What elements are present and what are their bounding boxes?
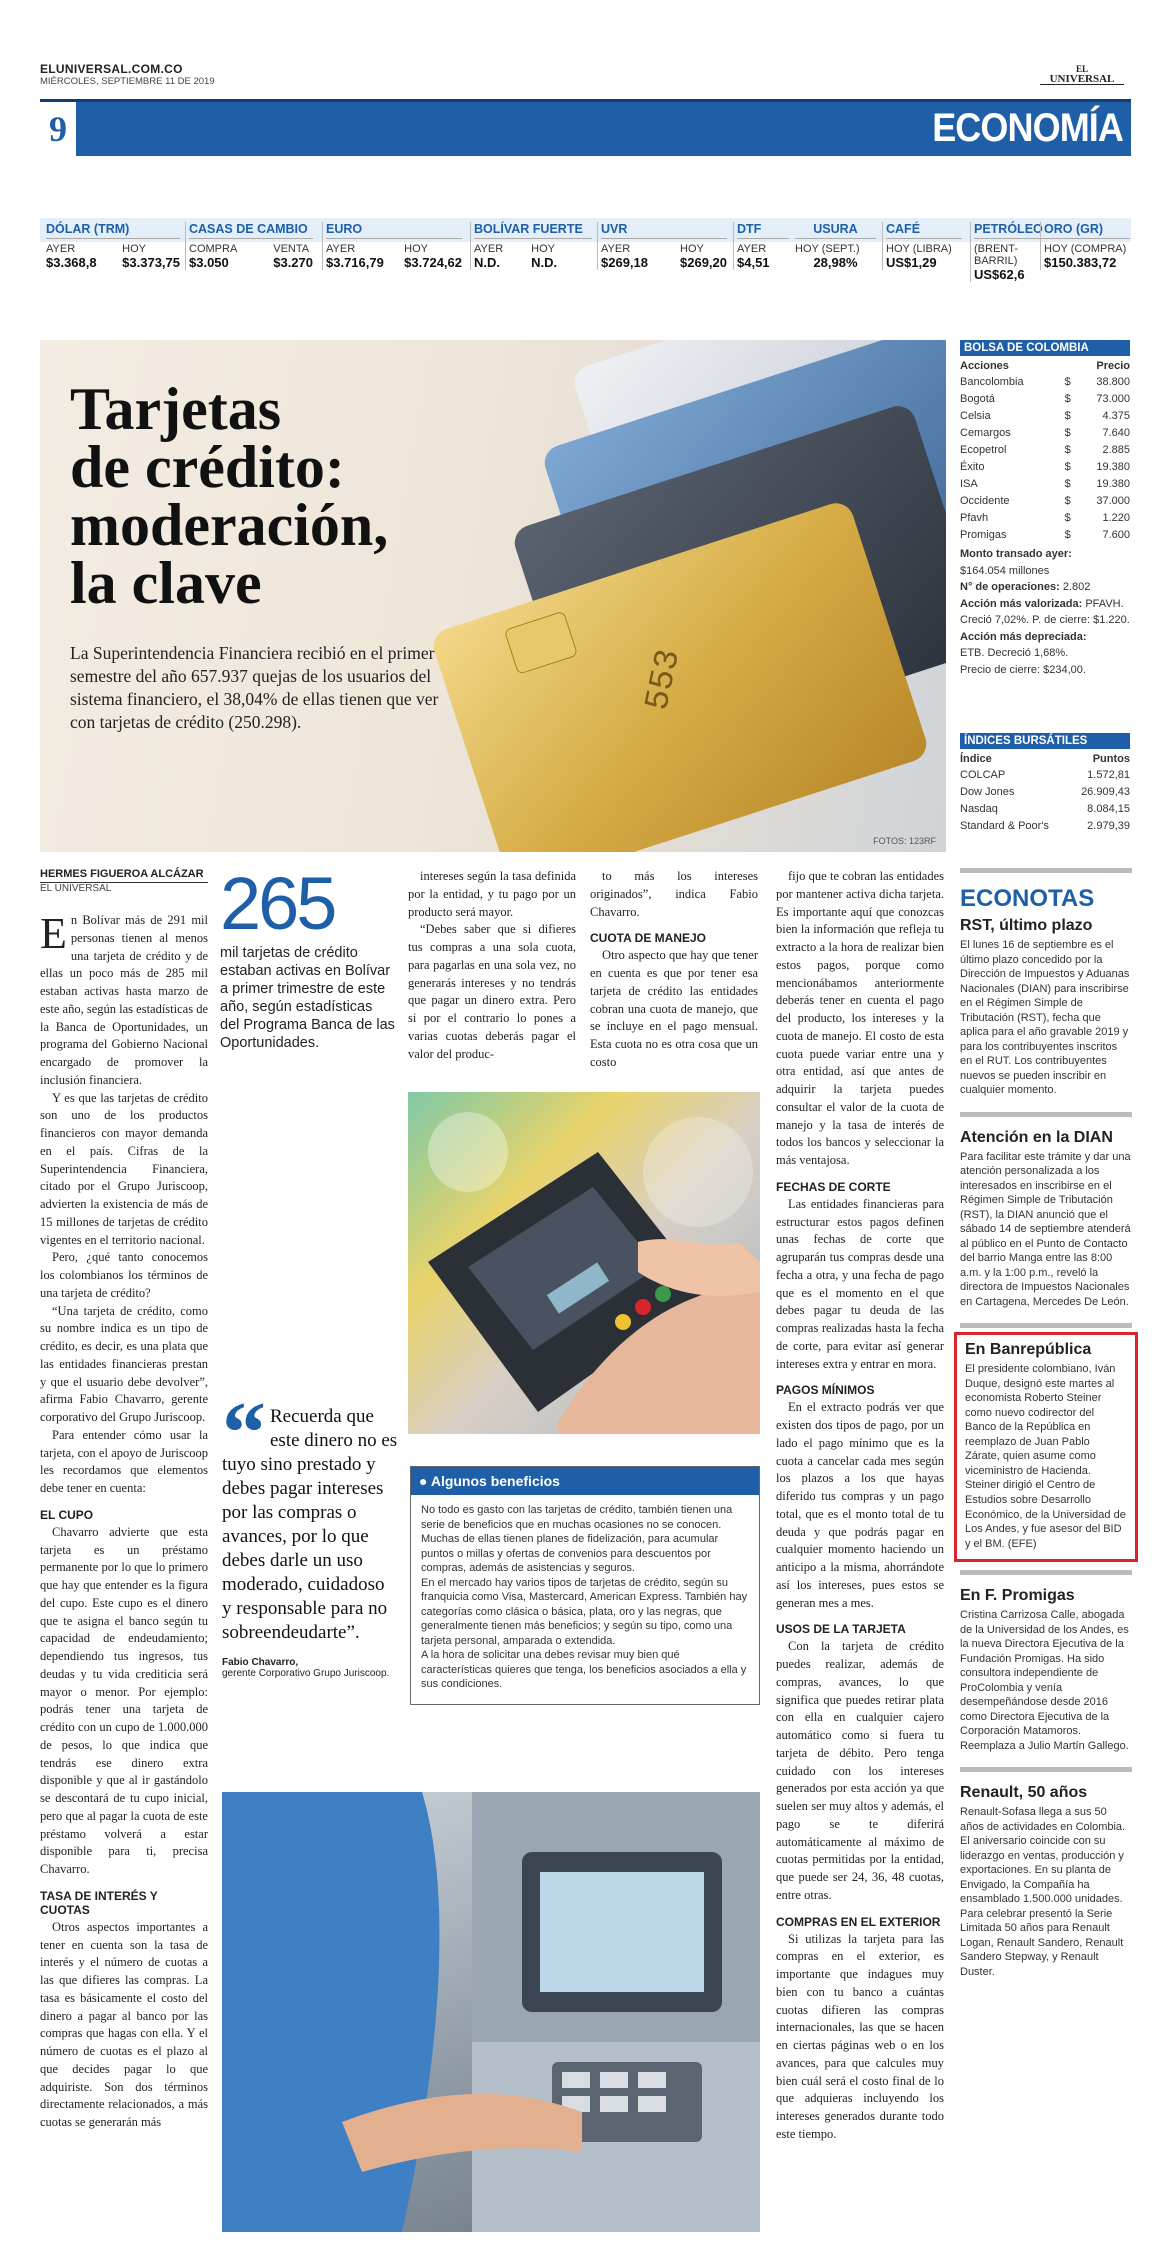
table-row: Pfavh $ 1.220 <box>960 511 1130 524</box>
table-row: Dow Jones 26.909,43 <box>960 785 1130 798</box>
market-label: AYER <box>326 243 356 255</box>
market-title: CAFÉ <box>886 222 962 239</box>
market-title: PETRÓLEO <box>974 222 1054 239</box>
market-title: DTF <box>737 222 789 239</box>
paragraph: Con la tarjeta de crédito puedes realizar, además de compras, avances, lo que significa que puedes retirar plata con ella en cualquier cajero automático como si fuera tu tarjeta de débito. Pero tenga cuidado con los intereses generados por esta acción ya que suelen ser muy altos y además, el pago se te diferirá automáticamente al máximo de cuotas permitidas por la entidad, que puede ser 24, 36, 48 cuotas, entre otras. <box>776 1639 944 1902</box>
divider <box>960 1570 1132 1575</box>
stat-number: 265 <box>220 862 335 945</box>
econota-title: Atención en la DIAN <box>960 1128 1113 1146</box>
paragraph: Para entender cómo usar la tarjeta, con el apoyo de Juriscoop les recordamos que elementos debe tener en cuenta: <box>40 1427 208 1495</box>
quote-mark-icon: “ <box>222 1385 266 1482</box>
card-number: 553 <box>639 646 690 714</box>
photo-credit: FOTOS: 123RF <box>873 836 936 846</box>
market-value: $269,20 <box>680 255 727 270</box>
byline-org: EL UNIVERSAL <box>40 883 112 894</box>
econota-title: Renault, 50 años <box>960 1784 1088 1802</box>
col-header: Precio <box>1096 360 1130 372</box>
market-label: AYER <box>601 243 631 255</box>
market-euro <box>322 222 462 270</box>
hero-image <box>40 340 946 852</box>
econota-title: En F. Promigas <box>960 1587 1075 1605</box>
market-value: $3.050 <box>189 255 229 270</box>
paragraph: En el extracto podrás ver que existen dos tipos de pago, por un lado el pago mínimo que es la cuota a cancelar cada mes según los plazos a los que hayas diferido tus compras y un pago total, que es el monto total de tu deuda y que podrás pagar en cualquier momento haciendo un anticipo a la misma, ahorrándote así los intereses, pues estos se generan mes a mes. <box>776 1400 944 1610</box>
market-label: AYER <box>474 243 504 255</box>
subheading: PAGOS MÍNIMOS <box>776 1383 875 1398</box>
market-value: N.D. <box>474 255 500 270</box>
market-dollar <box>46 222 180 270</box>
market-exchange-houses <box>185 222 313 270</box>
econota-rst <box>960 917 1132 1098</box>
table-row: ISA $ 19.380 <box>960 477 1130 490</box>
market-gold <box>1040 222 1130 270</box>
market-label: AYER <box>46 243 76 255</box>
section-bar <box>40 99 1131 156</box>
paragraph: Chavarro advierte que esta tarjeta es un préstamo permanente por lo que lo primero que hay que entender es la figura del cupo. Este cupo es el dinero que te asigna el banco según tu capacidad de endeudamiento; dependiendo tus ingresos, tus deudas y tu vida crediticia será mayor o menor. Por ejemplo: podrás tener una tarjeta de crédito con un cupo de 1.000.000 de pesos, lo que indica que tendrás ese dinero extra disponible y que al ir gastándolo se descontará de tu cupo inicial, pero que al pagar la cuota de este préstamo volverá a estar disponible para ti, precisa Chavarro. <box>40 1524 208 1876</box>
table-row: Ecopetrol $ 2.885 <box>960 443 1130 456</box>
market-title: CASAS DE CAMBIO <box>189 222 313 239</box>
market-label: (BRENT-BARRIL) <box>974 243 1018 267</box>
bolsa-summary: Monto transado ayer: $164.054 millones N° de operaciones: 2.802 Acción más valorizada: PFAVH. Creció 7,02%. P. de cierre: $1.220. Acción más depreciada: ETB. Decreció 1,68%. Precio de cierre: $234,00. <box>960 548 1130 676</box>
hero-lead: La Superintendencia Financiera recibió en el primer semestre del año 657.937 quejas de los usuarios del sistema financiero, el 38,04% de ellas tienen que ver con tarjetas de crédito (250.298). <box>70 643 439 732</box>
market-label: HOY <box>404 243 428 255</box>
stat-block <box>220 862 395 1052</box>
market-title: BOLÍVAR FUERTE <box>474 222 592 239</box>
market-usura <box>792 222 876 270</box>
paragraph: Otro aspecto que hay que tener en cuenta es que por tener esa tarjeta de crédito las entidades cobran una cuota de manejo, que se incluye en el pago mensual. Esta cuota no es otra cosa que un costo <box>590 948 758 1069</box>
econota-dian <box>960 1129 1132 1310</box>
market-value: $4,51 <box>737 255 770 270</box>
benefits-box-title <box>411 1467 759 1495</box>
table-row: Promigas $ 7.600 <box>960 528 1130 541</box>
market-value: $3.368,8 <box>46 255 97 270</box>
table-header <box>960 752 1130 766</box>
publication-date: MIÉRCOLES, SEPTIEMBRE 11 DE 2019 <box>40 76 215 87</box>
market-label: HOY (SEPT.) <box>795 243 860 255</box>
pos-terminal-illustration <box>408 1092 760 1434</box>
page-number: 9 <box>40 102 76 156</box>
market-bolivar <box>470 222 592 270</box>
econota-body: Renault-Sofasa llega a sus 50 años de actividades en Colombia. El aniversario coincide con su liderazgo en ventas, producción y exportaciones. En su planta de Envigado, la Compañía ha ensamblado 1.500.000 unidades. Para celebrar presentó la Serie Limitada 50 años para Renault Logan, Renault Sandero, Renault Sandero Stepway, y Renault Duster. <box>960 1806 1126 1978</box>
benefits-paragraph: No todo es gasto con las tarjetas de crédito, también tienen una serie de beneficios que en muchas ocasiones no se conocen. Muchas de ellas tienen planes de fidelización, para acumular puntos o millas y ofertas de convenios para descuentos por compras, además de asistencias y seguros. <box>421 1504 733 1575</box>
logo-bottom: UNIVERSAL <box>1040 74 1124 85</box>
site-url[interactable]: ELUNIVERSAL.COM.CO <box>40 62 183 76</box>
market-label: COMPRA <box>189 243 238 255</box>
section-title: ECONOMÍA <box>932 106 1123 150</box>
divider <box>960 1323 1132 1328</box>
indices-panel <box>960 733 1130 834</box>
econota-body: El lunes 16 de septiembre es el último plazo concedido por la Dirección de Impuestos y Aduanas Nacionales (DIAN) para inscribirse en el Régimen Simple de Tributación (RST), fecha que aplica para el año gravable 2019 y para los contribuyentes inscritos en el RUT. Los contribuyentes nuevos se pueden inscribir en cualquier momento. <box>960 939 1130 1097</box>
econotas-title: ECONOTAS <box>960 885 1095 912</box>
headline-line: la clave <box>70 550 262 616</box>
market-title: ORO (GR) <box>1044 222 1130 239</box>
pull-quote <box>222 1385 398 1679</box>
pos-terminal-photo <box>408 1092 760 1434</box>
article-column-1 <box>40 868 208 2132</box>
bullet-icon: ● <box>419 1473 431 1489</box>
drop-cap: E <box>40 909 67 958</box>
benefits-body <box>411 1495 759 1704</box>
paragraph: intereses según la tasa definida por la entidad, y tu pago por un producto será mayor. <box>408 869 576 919</box>
econotas-column <box>960 868 1132 1979</box>
table-row: Standard & Poor's 2.979,39 <box>960 819 1130 832</box>
table-row: Cemargos $ 7.640 <box>960 426 1130 439</box>
market-label: HOY <box>680 243 704 255</box>
benefits-box <box>410 1466 760 1705</box>
paragraph: “Una tarjeta de crédito, como su nombre indica es un tipo de crédito, es decir, es una plata que las entidades financieras prestan y que el usuario debe devolver”, afirma Fabio Chavarro, gerente corporativo del Grupo Juriscoop. <box>40 1303 208 1424</box>
divider <box>960 1767 1132 1772</box>
market-value: $3.373,75 <box>122 255 180 270</box>
market-label: HOY (LIBRA) <box>886 243 952 255</box>
headline-line: de crédito: <box>70 434 345 500</box>
market-dtf <box>733 222 789 270</box>
paragraph: Si utilizas la tarjeta para las compras en el exterior, es importante que indagues muy bien con tu banco a cuántas cuotas difieren las compras internacionales, las que se hacen en ciertas páginas web o en los avances, para que calcules muy bien cuál será el costo final de lo que adquieras incluyendo los intereses generados durante todo este tiempo. <box>776 1931 944 2141</box>
hero-headline <box>70 376 490 616</box>
headline-line: Tarjetas <box>70 376 282 442</box>
paragraph: fijo que te cobran las entidades por mantener activa dicha tarjeta. Es importante aquí que conozcas bien la información que refleja tu extracto a la hora de realizar bien estos pagos, porque como mencionábamos anteriormente deberás tener en cuenta el pago del producto, los intereses y la cuota de manejo. El costo de esta cuota puede variar entre una y otra entidad, así que antes de adquirir la tarjeta puedes consultar el valor de la cuota de manejo y la tasa de interés de todos los bancos y seleccionar la más ventajosa. <box>776 869 944 1167</box>
market-value: US$62,6 <box>974 267 1025 282</box>
atm-photo <box>222 1792 760 2232</box>
market-label: VENTA <box>273 243 310 255</box>
col-header: Acciones <box>960 360 1009 372</box>
econota-banrepublica <box>954 1332 1138 1562</box>
market-value: $3.716,79 <box>326 255 384 270</box>
table-row: Bancolombia $ 38.800 <box>960 375 1130 388</box>
market-value: $3.724,62 <box>404 255 462 270</box>
market-value: US$1,29 <box>886 255 937 270</box>
market-value: $269,18 <box>601 255 648 270</box>
market-title: DÓLAR (TRM) <box>46 222 180 239</box>
article-column-3 <box>408 868 576 1063</box>
market-value: $3.270 <box>273 255 313 270</box>
article-column-4 <box>590 868 758 1072</box>
econota-promigas <box>960 1587 1132 1753</box>
bolsa-panel <box>960 340 1130 678</box>
market-label: AYER <box>737 243 767 255</box>
logo-top: EL <box>1075 64 1088 74</box>
divider <box>960 1112 1132 1117</box>
market-title: USURA <box>795 222 876 239</box>
market-title: UVR <box>601 222 727 239</box>
table-row: Celsia $ 4.375 <box>960 409 1130 422</box>
benefits-paragraph: A la hora de solicitar una debes revisar muy bien qué características quieres que tenga, los beneficios asociados a ella y sus condiciones. <box>421 1649 747 1691</box>
market-uvr <box>597 222 727 270</box>
bolsa-title: BOLSA DE COLOMBIA <box>960 340 1130 356</box>
paragraph: Las entidades financieras para estructurar estos pagos definen unas fechas de corte que agruparán tus compras desde una fecha a otra, y una fecha de pago que es el momento en el que debes pagar tu deuda de las compras realizadas hasta la fecha de corte, para evitar así generar intereses extra y entrar en mora. <box>776 1196 944 1371</box>
benefits-paragraph: En el mercado hay varios tipos de tarjetas de crédito, según su franquicia como Visa, Mastercard, American Express. También hay categorías como clásica o básica, plata, oro y las negras, que generalmente tienen más beneficios; y según su tipo, como una tarjeta personal, amparada o extendida. <box>421 1576 748 1647</box>
market-value: N.D. <box>531 255 558 270</box>
paragraph: Otros aspectos importantes a tener en cuenta son la tasa de interés y el número de cuotas a las que difieres las compras. La tasa es básicamente el costo del dinero a pagar al banco por las compras que hagas con ella. Y el número de cuotas es el plazo al que decides pagar lo que adquiriste. Son dos términos directamente relacionados, a más cuotas se generarán más <box>40 1919 208 2129</box>
subheading: EL CUPO <box>40 1507 94 1522</box>
col-header: Puntos <box>1092 753 1130 765</box>
market-label: HOY <box>122 243 146 255</box>
stat-text: mil tarjetas de crédito estaban activas en Bolívar a primer trimestre de este año, según estadísticas del Programa Banca de las Oportunidades. <box>220 945 395 1051</box>
market-label: HOY <box>531 243 555 255</box>
quote-text: Recuerda que este dinero no es tuyo sino prestado y debes pagar intereses por las compras o avances, por lo que debes darle un uso moderado, cuidadoso y responsable para no sobreendeudarte”. <box>222 1406 398 1643</box>
table-header <box>960 359 1130 373</box>
econota-title: RST, último plazo <box>960 917 1093 934</box>
econota-body: Cristina Carrizosa Calle, abogada de la Universidad de los Andes, es la nueva Directora Ejecutiva de la Fundación Promigas. Ha sido consultora independiente de ProColombia y venía desempeñándose desde 2016 como Directora Ejecutiva de la Corporación Matamoros. Reemplaza a Julio Martín Gallego. <box>960 1609 1129 1752</box>
table-row: COLCAP 1.572,81 <box>960 768 1130 781</box>
market-value: $150.383,72 <box>1044 255 1117 270</box>
headline-line: moderación, <box>70 492 389 558</box>
subheading: COMPRAS EN EL EXTERIOR <box>776 1914 941 1929</box>
card-stack <box>429 340 946 852</box>
benefits-title-text: Algunos beneficios <box>430 1473 560 1489</box>
table-row: Nasdaq 8.084,15 <box>960 802 1130 815</box>
subheading: USOS DE LA TARJETA <box>776 1622 906 1637</box>
market-strip <box>40 218 1131 282</box>
market-coffee <box>882 222 962 270</box>
econota-body: Para facilitar este trámite y dar una atención personalizada a los interesados en inscribirse en el Régimen Simple de Tributación (RST), la DIAN anunció que el sábado 14 de septiembre atenderá al público en el Punto de Contacto del barrio Manga entre las 8:00 a.m. y la 1:00 p.m., reveló la directora de Impuestos Nacionales en Cartagena, Mercedes De León. <box>960 1150 1131 1308</box>
indices-table <box>960 752 1130 834</box>
article-body-1 <box>40 909 209 2132</box>
econota-body: El presidente colombiano, Iván Duque, designó este martes al economista Roberto Steiner como nuevo codirector del Banco de la República en reemplazo de Juan Pablo Zárate, quien asume como viceministro de Hacienda. Steiner dirigió el Centro de Estudios sobre Desarrollo Económico, de la Universidad de Los Andes, y fue asesor del BID y el BM. (EFE) <box>965 1363 1126 1550</box>
market-label: HOY (COMPRA) <box>1044 243 1127 255</box>
paragraph: Y es que las tarjetas de crédito son uno de los productos financieros con mayor demanda en el país. Cifras de la Superintendencia Financiera, citado por el Grupo Juriscoop, advierten la existencia de más de 15 millones de tarjetas de crédito vigentes en el territorio nacional. <box>40 1090 208 1247</box>
col-header: Índice <box>960 753 992 765</box>
subheading: TASA DE INTERÉS Y CUOTAS <box>40 1888 158 1917</box>
table-row: Occidente $ 37.000 <box>960 494 1130 507</box>
quote-author: Fabio Chavarro, <box>222 1657 299 1668</box>
subheading: CUOTA DE MANEJO <box>590 931 707 946</box>
paragraph: to más los intereses originados”, indica Fabio Chavarro. <box>590 869 758 919</box>
atm-illustration <box>222 1792 760 2232</box>
article-column-5 <box>776 868 944 2144</box>
table-row: Éxito $ 19.380 <box>960 460 1130 473</box>
market-title: EURO <box>326 222 462 239</box>
econota-renault <box>960 1784 1132 1979</box>
paragraph: En Bolívar más de 291 mil personas tienen al menos una tarjeta de crédito y de ellas un poco más de 285 mil estaban activas hasta marzo de este año, según las estadísticas de la Banca de Oportunidades, un programa del Gobierno Nacional encargado de promover la inclusión financiera. <box>40 909 209 1087</box>
paragraph: “Debes saber que si difieres tus compras a una sola cuota, para pagarlas en una sola vez, no generarás intereses y no tendrás que pagar un dinero extra. Pero si por el contrario lo pones a varias cuotas deberás pagar el valor del produc- <box>408 922 576 1061</box>
indices-title: ÍNDICES BURSÁTILES <box>960 733 1130 749</box>
table-row: Bogotá $ 73.000 <box>960 392 1130 405</box>
divider <box>960 868 1132 873</box>
quote-role: gerente Corporativo Grupo Juriscoop. <box>222 1668 390 1679</box>
market-value: 28,98% <box>813 255 858 270</box>
econota-title: En Banrepública <box>965 1341 1092 1359</box>
bolsa-table <box>960 359 1130 543</box>
newspaper-logo <box>1040 64 1124 85</box>
subheading: FECHAS DE CORTE <box>776 1179 891 1194</box>
paragraph: Pero, ¿qué tanto conocemos los colombianos los términos de una tarjeta de crédito? <box>40 1250 208 1300</box>
byline: HERMES FIGUEROA ALCÁZAR <box>40 868 208 883</box>
